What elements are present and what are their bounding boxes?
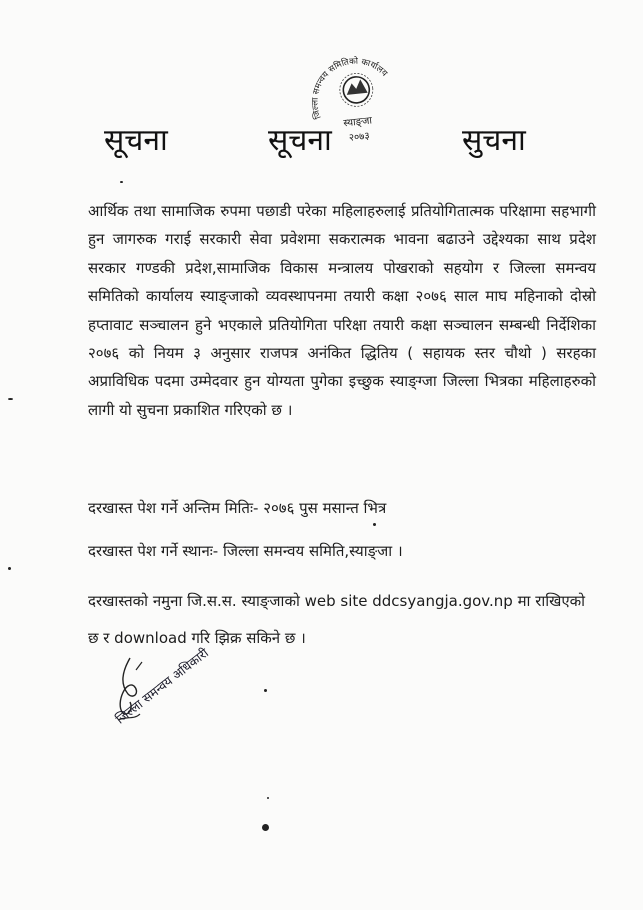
scan-speck [267, 797, 269, 799]
scan-speck [120, 181, 123, 183]
office-seal [301, 51, 411, 161]
submission-place-line: दरखास्त पेश गर्ने स्थानः- जिल्ला समन्वय समिति,स्याङ्जा । [88, 542, 403, 560]
scan-speck [262, 824, 269, 831]
emblem-icon [338, 72, 374, 108]
scan-speck [373, 523, 376, 526]
seal-office-name: जिल्ला समन्वय समितिको कार्यालय [310, 56, 390, 121]
scan-speck [8, 567, 11, 570]
form-notice-line: दरखास्तको नमुना जि.स.स. स्याङ्जाको web site ddcsyangja.gov.np मा राखिएको छ र download गरि झिक्र सकिने छ । [88, 592, 586, 647]
heading-right: सुचना [462, 123, 526, 158]
scan-speck [8, 398, 13, 400]
notice-paragraph: आर्थिक तथा सामाजिक रुपमा पछाडी परेका महिलाहरुलाई प्रतियोगितात्मक परिक्षामा सहभागी हुन जागरुक गराई सरकारी सेवा प्रवेशमा सकरात्मक भावना बढाउने उद्देश्यका साथ प्रदेश सरकार गण्डकी प्रदेश,सामाजिक विकास मन्त्रालय पोखराको सहयोग र जिल्ला समन्वय समितिको कार्यालय स्याङ्जाको व्यवस्थापनमा तयारी कक्षा २०७६ साल माघ महिनाको दोस्रो हप्तावाट सञ्चालन हुने भएकाले प्रतियोगिता परिक्षा तयारी कक्षा सञ्चालन सम्बन्धी निर्देशिका २०७६ को नियम ३ अनुसार राजपत्र अनंकित द्धितिय ( सहायक स्तर चौथो ) सरहका अप्राविधिक पदमा उम्मेदवार हुन योग्यता पुगेका इच्छुक स्याङ्ग्जा जिल्ला भित्रका महिलाहरुको लागी यो सुचना प्रकाशित गरिएको छ । [88, 202, 596, 419]
seal-place: स्याङ्जा [342, 115, 373, 130]
heading-left: सूचना [104, 123, 168, 158]
deadline-line: दरखास्त पेश गर्ने अन्तिम मितिः- २०७६ पुस मसान्त भित्र [88, 499, 387, 517]
svg-text:जिल्ला समन्वय समितिको कार्यालय [305, 52, 394, 121]
heading-center: सूचना [268, 123, 332, 158]
officer-stamp: जिल्ला समन्वय अधिकारी [112, 645, 212, 727]
scan-speck [264, 689, 267, 692]
seal-year: २०७३ [348, 130, 371, 144]
